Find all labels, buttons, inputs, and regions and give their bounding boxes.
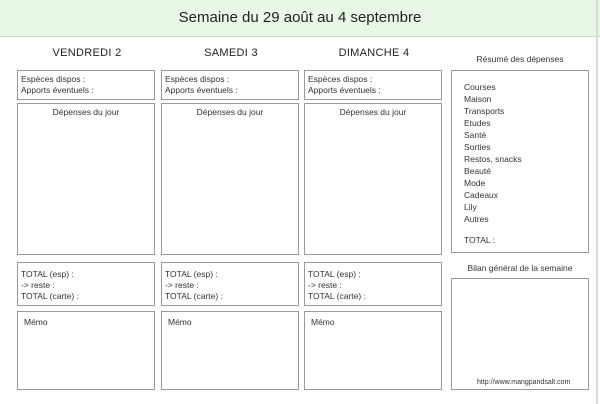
- category-item: Transports: [464, 106, 505, 116]
- reste-label: -> reste :: [21, 280, 55, 290]
- summary-box: [451, 70, 589, 253]
- reste-label: -> reste :: [308, 280, 342, 290]
- reste-label: -> reste :: [165, 280, 199, 290]
- depenses-label: Dépenses du jour: [52, 107, 120, 117]
- bilan-title: Bilan général de la semaine: [467, 263, 573, 273]
- depenses-label: Dépenses du jour: [196, 107, 264, 117]
- especes-label: Espèces dispos :: [21, 74, 86, 84]
- cash-box-samedi: [161, 70, 299, 100]
- totals-box-samedi: [161, 262, 299, 306]
- category-item: Santé: [464, 130, 487, 140]
- expenses-box-samedi: [161, 103, 299, 255]
- depenses-label: Dépenses du jour: [339, 107, 407, 117]
- category-item: Sorties: [464, 142, 491, 152]
- category-item: Mode: [464, 178, 486, 188]
- page-edge-divider: [596, 0, 598, 404]
- day-title-samedi: SAMEDI 3: [204, 47, 258, 59]
- memo-box-samedi: [161, 311, 299, 390]
- especes-label: Espèces dispos :: [308, 74, 373, 84]
- day-title-dimanche: DIMANCHE 4: [338, 47, 410, 59]
- total-carte-label: TOTAL (carte) :: [21, 291, 79, 301]
- totals-box-vendredi: [17, 262, 155, 306]
- category-item: Maison: [464, 94, 492, 104]
- total-esp-label: TOTAL (esp) :: [165, 269, 218, 279]
- cash-box-dimanche: [304, 70, 442, 100]
- bilan-box: [451, 278, 589, 390]
- category-item: Courses: [464, 82, 496, 92]
- category-list: [464, 81, 522, 225]
- memo-label: Mémo: [24, 317, 48, 327]
- week-title: Semaine du 29 août au 4 septembre: [178, 9, 422, 26]
- cash-box-vendredi: [17, 70, 155, 100]
- memo-label: Mémo: [168, 317, 192, 327]
- website-url: http://www.mangpandsalt.com: [477, 379, 571, 386]
- category-item: Cadeaux: [464, 190, 499, 200]
- summary-title: Résumé des dépenses: [476, 54, 564, 64]
- day-title-vendredi: VENDREDI 2: [52, 47, 122, 59]
- expenses-box-vendredi: [17, 103, 155, 255]
- category-item: Restos, snacks: [464, 154, 522, 164]
- category-item: Etudes: [464, 118, 491, 128]
- total-carte-label: TOTAL (carte) :: [308, 291, 366, 301]
- category-item: Lily: [464, 202, 477, 212]
- apports-label: Apports éventuels :: [308, 85, 381, 95]
- memo-label: Mémo: [311, 317, 335, 327]
- apports-label: Apports éventuels :: [21, 85, 94, 95]
- total-esp-label: TOTAL (esp) :: [308, 269, 361, 279]
- apports-label: Apports éventuels :: [165, 85, 238, 95]
- summary-total-label: TOTAL :: [464, 235, 496, 245]
- category-item: Beauté: [464, 166, 491, 176]
- total-carte-label: TOTAL (carte) :: [165, 291, 223, 301]
- memo-box-dimanche: [304, 311, 442, 390]
- week-header: [0, 0, 600, 37]
- category-item: Autres: [464, 214, 489, 224]
- expenses-box-dimanche: [304, 103, 442, 255]
- especes-label: Espèces dispos :: [165, 74, 230, 84]
- total-esp-label: TOTAL (esp) :: [21, 269, 74, 279]
- totals-box-dimanche: [304, 262, 442, 306]
- memo-box-vendredi: [17, 311, 155, 390]
